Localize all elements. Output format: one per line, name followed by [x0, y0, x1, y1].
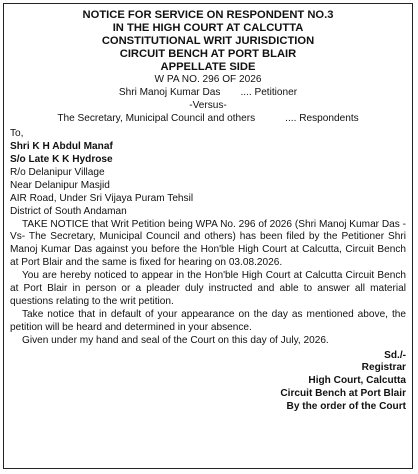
notice-heading	[10, 9, 406, 74]
heading-bench: CIRCUIT BENCH AT PORT BLAIR	[119, 47, 297, 60]
addressee-block	[10, 128, 406, 218]
signature-title: Registrar	[361, 362, 406, 374]
heading-title: NOTICE FOR SERVICE ON RESPONDENT NO.3	[82, 9, 334, 21]
case-number: W PA NO. 296 OF 2026	[154, 73, 262, 85]
notice-document	[3, 3, 413, 469]
signature-sd: Sd./-	[384, 349, 406, 361]
address-line: Near Delanipur Masjid	[10, 179, 110, 191]
heading-side: APPELLATE SIDE	[160, 60, 256, 73]
paragraph-default: Take notice that in default of your appearance on the day as mentioned above, the petition will be heard and determined in your absence.	[10, 308, 406, 333]
address-line: District of South Andaman	[10, 205, 127, 217]
respondent-row	[10, 113, 406, 126]
parties	[10, 87, 406, 126]
paragraph-given: Given under my hand and seal of the Court on this day of July, 2026.	[22, 334, 329, 346]
signature-order: By the order of the Court	[286, 401, 406, 413]
petitioner-role: .... Petitioner	[240, 87, 298, 99]
respondent-name: The Secretary, Municipal Council and others	[57, 113, 256, 125]
versus: -Versus-	[189, 100, 227, 112]
petitioner-name: Shri Manoj Kumar Das	[118, 87, 221, 99]
address-line: R/o Delanipur Village	[10, 166, 105, 178]
signature-block	[10, 350, 406, 415]
paragraph-take-notice: TAKE NOTICE that Writ Petition being WPA No. 296 of 2026 (Shri Manoj Kumar Das -Vs- The Secretary, Municipal Council and others) has been filed by the Petitioner Shri Manoj Kumar Das against you before the Hon'ble High Court at Calcutta, Circuit Bench at Port Blair and the same is fixed for hearing on 03.08.2026.	[10, 218, 406, 269]
notice-body	[10, 219, 406, 348]
addressee-name: Shri K H Abdul Manaf	[10, 141, 113, 153]
heading-court: IN THE HIGH COURT AT CALCUTTA	[112, 21, 304, 34]
salutation: To,	[10, 128, 24, 140]
paragraph-appear: You are hereby noticed to appear in the Hon'ble High Court at Calcutta Circuit Bench at Port Blair in person or a pleader duly instructed and able to answer all material questions relating to the writ petition.	[10, 270, 406, 307]
addressee-parent: S/o Late K K Hydrose	[10, 153, 113, 165]
address-line: AIR Road, Under Sri Vijaya Puram Tehsil	[10, 192, 194, 204]
heading-jurisdiction: CONSTITUTIONAL WRIT JURISDICTION	[101, 34, 315, 47]
signature-court: High Court, Calcutta	[308, 375, 406, 387]
signature-bench: Circuit Bench at Port Blair	[280, 388, 406, 400]
respondent-role: .... Respondents	[285, 113, 359, 125]
petitioner-row	[10, 87, 406, 100]
